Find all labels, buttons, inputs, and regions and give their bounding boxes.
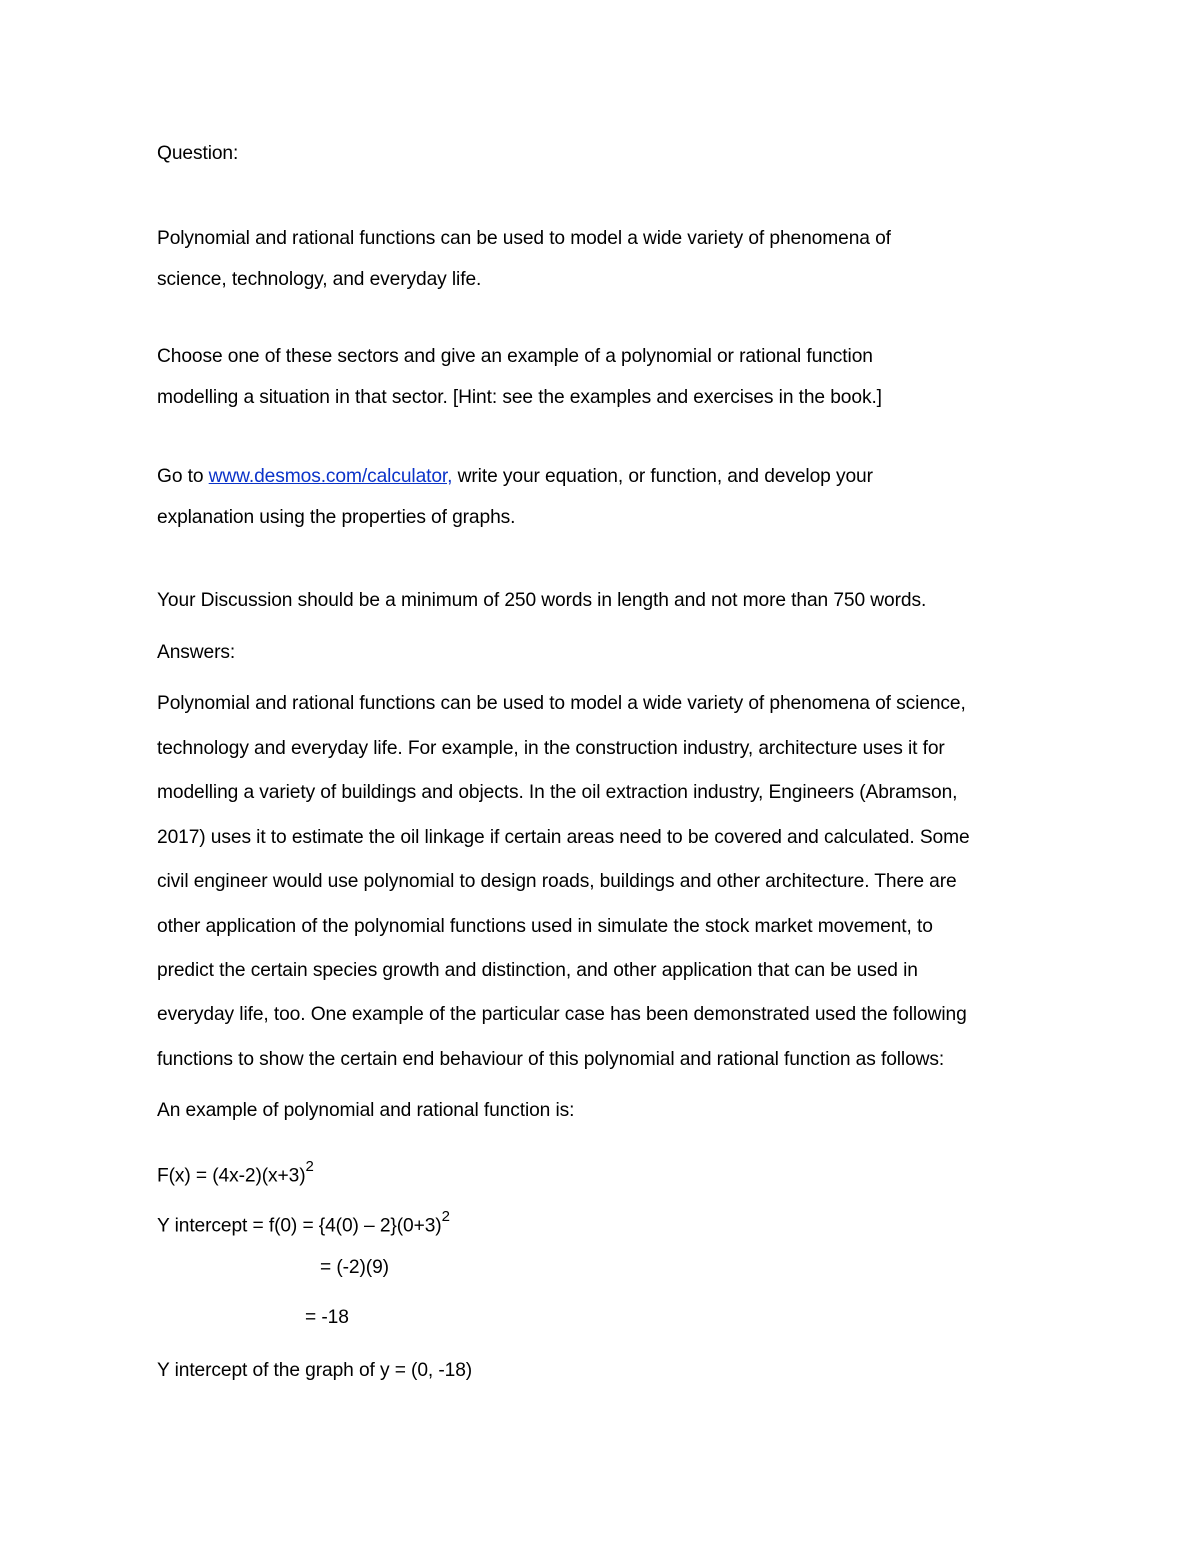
instruction-text: write your equation, or function, and develop your	[452, 466, 873, 487]
function-equation	[157, 1158, 314, 1188]
go-to-text: Go to	[157, 466, 209, 487]
y-intercept-conclusion: Y intercept of the graph of y = (0, -18)	[157, 1360, 473, 1381]
y-intercept-equation	[157, 1208, 450, 1238]
answer-line-2: technology and everyday life. For example, in the construction industry, architecture uses it for	[157, 738, 945, 759]
question-paragraph-2-line-1: Choose one of these sectors and give an example of a polynomial or rational function	[157, 346, 873, 367]
question-paragraph-2-line-2: modelling a situation in that sector. [Hint: see the examples and exercises in the book.]	[157, 387, 882, 408]
calculation-step-2: = -18	[305, 1307, 349, 1328]
function-exponent: 2	[305, 1158, 314, 1175]
answer-line-3: modelling a variety of buildings and objects. In the oil extraction industry, Engineers (Abramson,	[157, 782, 958, 803]
example-intro: An example of polynomial and rational function is:	[157, 1100, 575, 1121]
y-intercept-base: Y intercept = f(0) = {4(0) – 2}(0+3)	[157, 1215, 442, 1237]
question-paragraph-1-line-2: science, technology, and everyday life.	[157, 269, 482, 290]
question-paragraph-1-line-1: Polynomial and rational functions can be used to model a wide variety of phenomena of	[157, 228, 891, 249]
answer-line-6: other application of the polynomial functions used in simulate the stock market movement, to	[157, 916, 933, 937]
desmos-calculator-link[interactable]: www.desmos.com/calculator,	[208, 466, 453, 487]
answer-line-4: 2017) uses it to estimate the oil linkage if certain areas need to be covered and calculated. Some	[157, 827, 970, 848]
answer-line-5: civil engineer would use polynomial to design roads, buildings and other architecture. There are	[157, 871, 957, 892]
answer-line-7: predict the certain species growth and distinction, and other application that can be used in	[157, 960, 918, 981]
function-base: F(x) = (4x-2)(x+3)	[157, 1165, 306, 1187]
y-intercept-exponent: 2	[441, 1208, 450, 1225]
answer-line-1: Polynomial and rational functions can be used to model a wide variety of phenomena of science,	[157, 693, 966, 714]
answer-line-8: everyday life, too. One example of the particular case has been demonstrated used the following	[157, 1004, 967, 1025]
question-paragraph-3-line-2: explanation using the properties of graphs.	[157, 507, 516, 528]
calculation-step-1: = (-2)(9)	[320, 1257, 389, 1278]
answers-heading: Answers:	[157, 642, 236, 663]
word-count-requirement: Your Discussion should be a minimum of 250 words in length and not more than 750 words.	[157, 590, 927, 611]
answer-line-9: functions to show the certain end behaviour of this polynomial and rational function as follows:	[157, 1049, 945, 1070]
question-paragraph-3-line-1	[157, 465, 873, 489]
question-heading: Question:	[157, 143, 239, 164]
